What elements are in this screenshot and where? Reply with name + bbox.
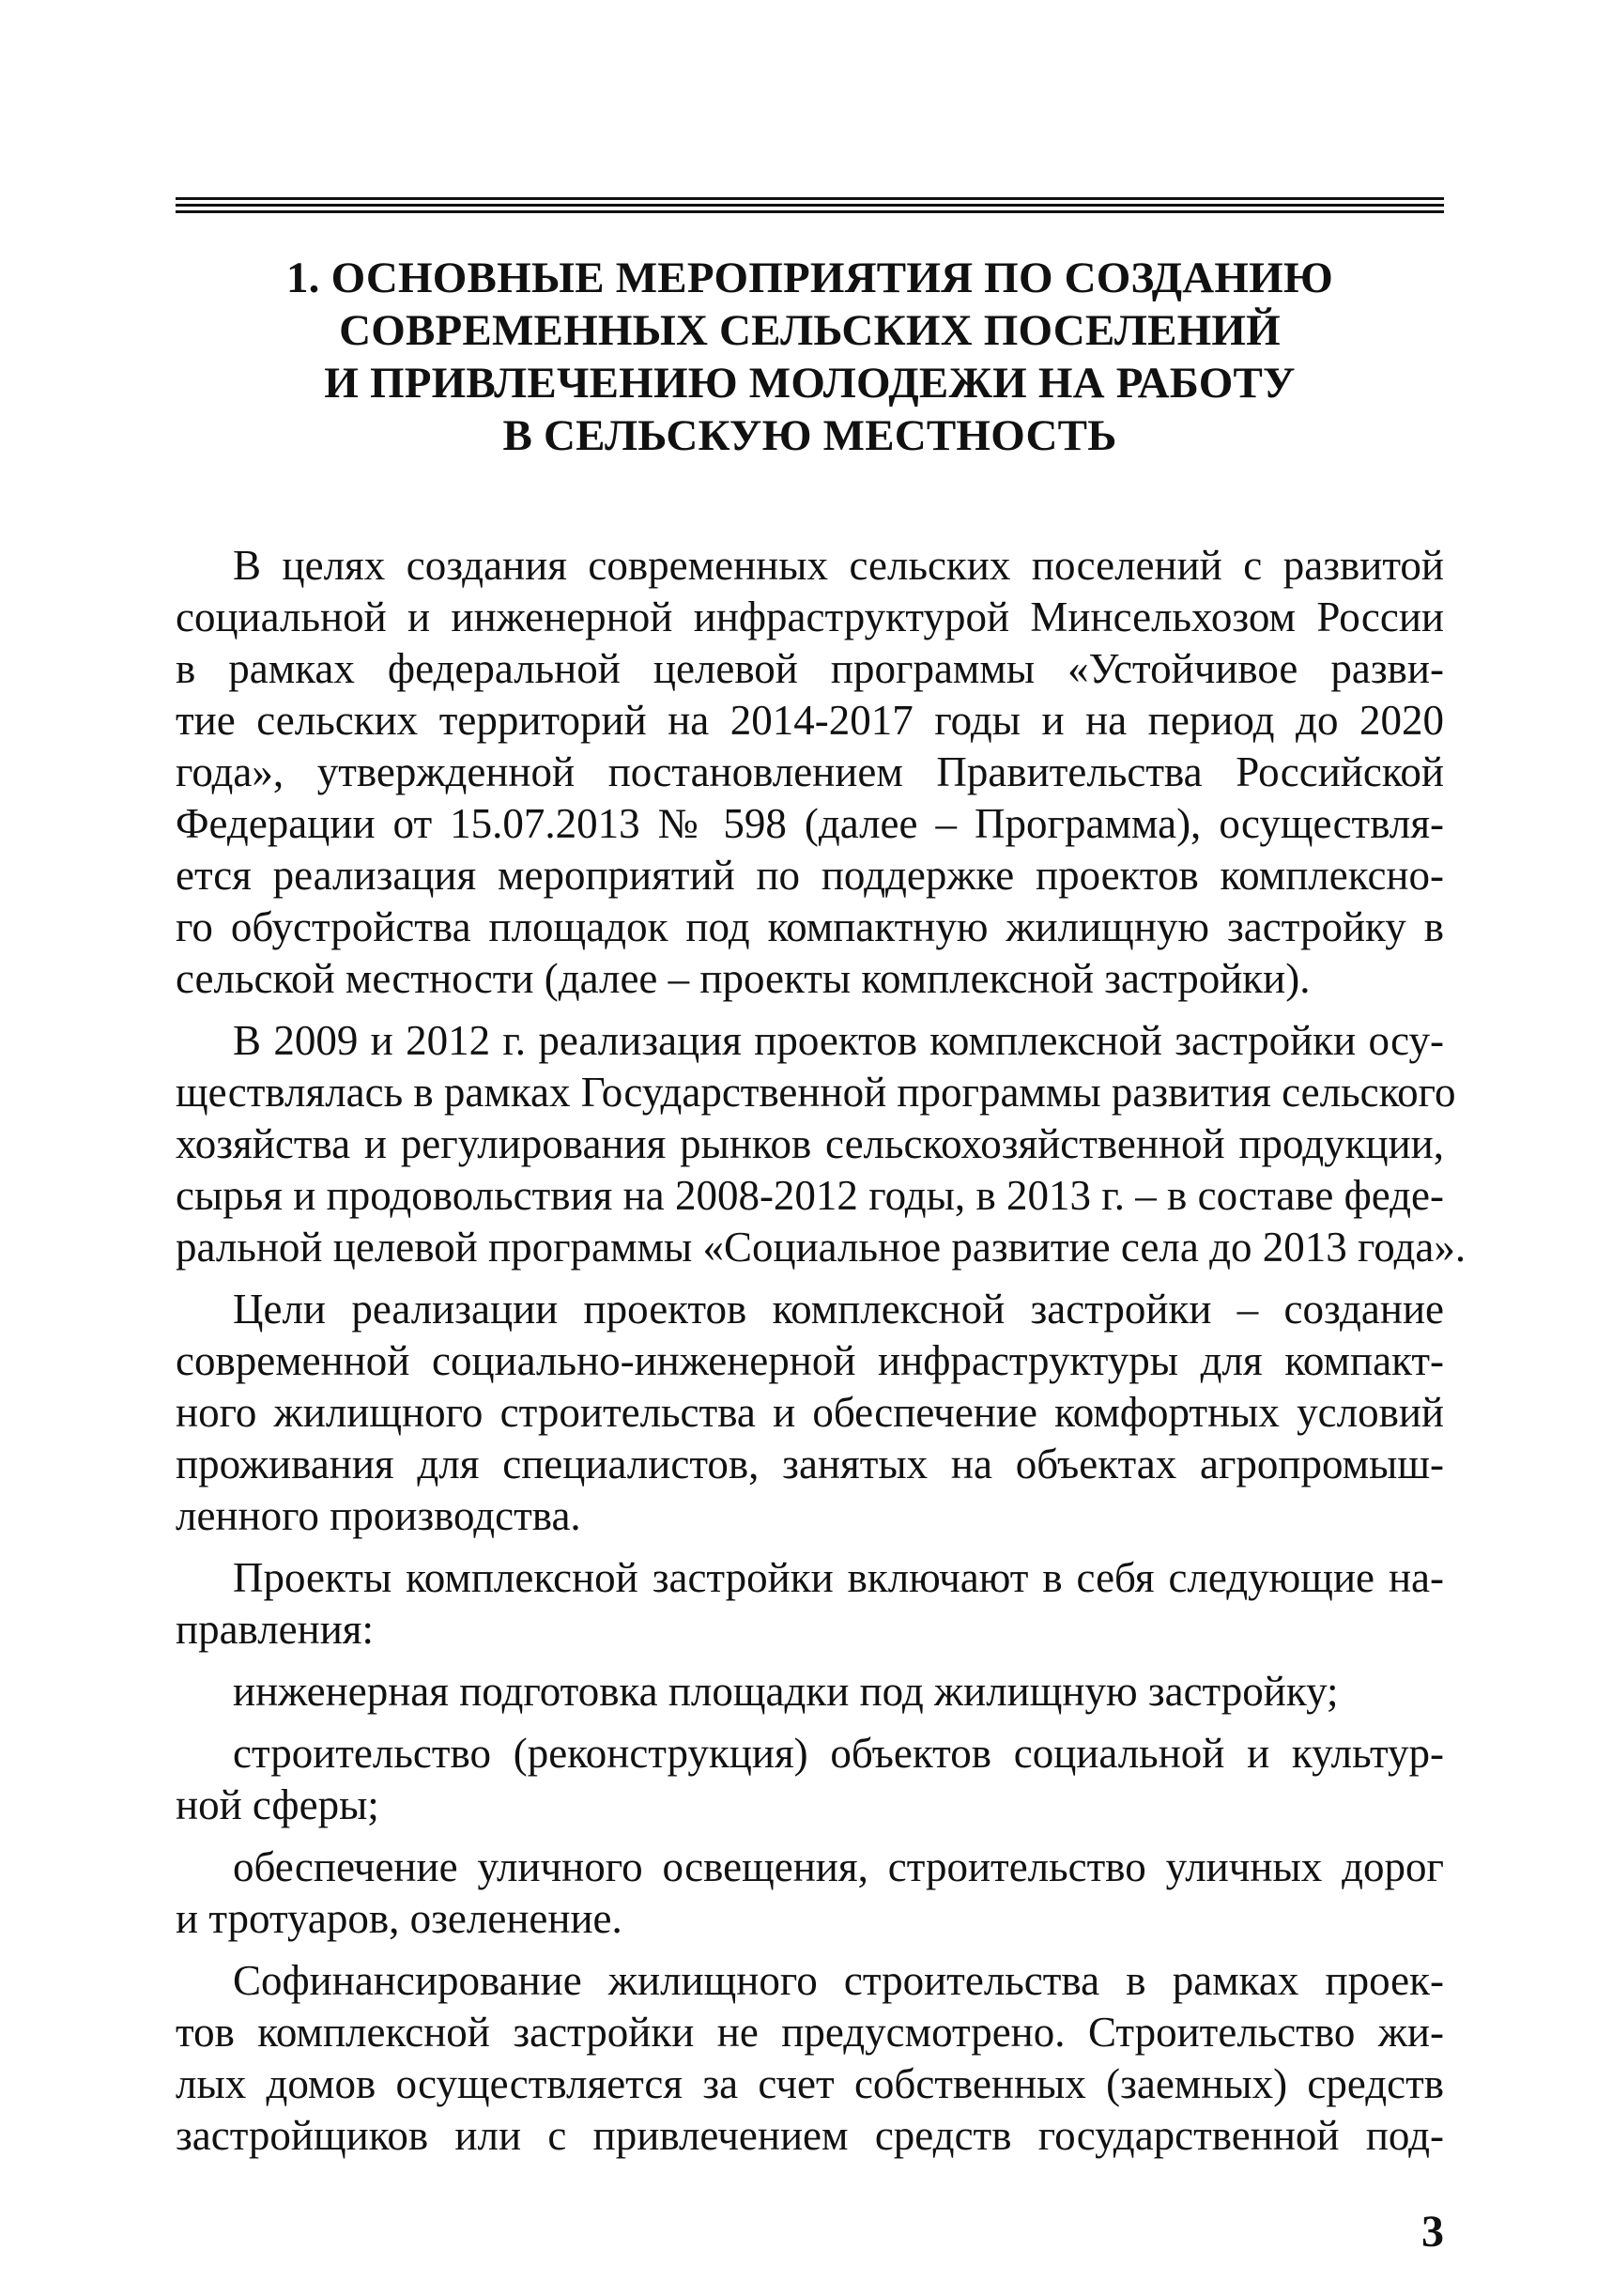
heading-line: СОВРЕМЕННЫХ СЕЛЬСКИХ ПОСЕЛЕНИЙ [339,306,1281,355]
body-text [176,540,1466,2162]
list-item [176,1666,1444,1718]
section-heading [176,252,1444,462]
paragraph [176,540,1444,1005]
text-line: ется реализация мероприятий по поддержке проектов комплексно- [176,852,1444,899]
text-line: и тротуаров, озеленение. [176,1895,622,1942]
heading-line: В СЕЛЬСКУЮ МЕСТНОСТЬ [502,411,1117,460]
text-line: ной сферы; [176,1781,379,1828]
text-line: сырья и продовольствия на 2008-2012 годы, в 2013 г. – в составе феде- [176,1172,1444,1219]
text-line: ного жилищного строительства и обеспечение комфортных условий [176,1389,1444,1436]
text-line: проживания для специалистов, занятых на объектах агропромыш- [176,1441,1444,1487]
header-rule-middle [176,204,1444,207]
text-line: ленного производства. [176,1492,581,1539]
text-line: года», утвержденной постановлением Правительства Российской [176,748,1444,795]
text-line: тов комплексной застройки не предусмотрено. Строительство жи- [176,2009,1444,2056]
list-item [176,1841,1444,1945]
text-line: ществлялась в рамках Государственной программы развития сельского [176,1069,1456,1116]
heading-line: И ПРИВЛЕЧЕНИЮ МОЛОДЕЖИ НА РАБОТУ [324,359,1296,408]
page-number: 3 [1421,2207,1444,2257]
paragraph [176,1552,1444,1656]
text-line: инженерная подготовка площадки под жилищную застройку; [233,1668,1339,1715]
text-line: строительство (реконструкция) объектов социальной и культур- [233,1730,1444,1777]
header-rule-bottom [176,210,1444,213]
text-line: В 2009 и 2012 г. реализация проектов комплексной застройки осу- [233,1017,1444,1064]
text-line: правления: [176,1606,375,1653]
text-line: застройщиков или с привлечением средств государственной под- [176,2112,1444,2159]
header-rule-top [176,197,1444,200]
text-line: хозяйства и регулирования рынков сельскохозяйственной продукции, [176,1120,1444,1167]
text-line: В целях создания современных сельских поселений с развитой [233,542,1444,589]
text-line: Проекты комплексной застройки включают в себя следующие на- [233,1554,1444,1601]
paragraph [176,1284,1444,1542]
text-line: Федерации от 15.07.2013 № 598 (далее – Программа), осуществля- [176,800,1444,847]
text-line: обеспечение уличного освещения, строительство уличных дорог [233,1843,1444,1890]
paragraph [176,1015,1466,1273]
text-line: социальной и инженерной инфраструктурой Минсельхозом России [176,593,1444,640]
heading-line: 1. ОСНОВНЫЕ МЕРОПРИЯТИЯ ПО СОЗДАНИЮ [285,254,1334,302]
text-line: тие сельских территорий на 2014-2017 годы и на период до 2020 [176,697,1444,744]
text-line: лых домов осуществляется за счет собственных (заемных) средств [176,2060,1444,2107]
text-line: го обустройства площадок под компактную жилищную застройку в [176,903,1444,950]
text-line: современной социально-инженерной инфраструктуры для компакт- [176,1337,1444,1384]
paragraph [176,1955,1444,2162]
text-line: ральной целевой программы «Социальное развитие села до 2013 года». [176,1224,1466,1271]
text-line: Софинансирование жилищного строительства в рамках проек- [233,1957,1444,2004]
list-item [176,1728,1444,1831]
text-line: в рамках федеральной целевой программы «Устойчивое разви- [176,645,1444,692]
text-line: Цели реализации проектов комплексной застройки – создание [233,1286,1444,1333]
text-line: сельской местности (далее – проекты комплексной застройки). [176,955,1311,1002]
